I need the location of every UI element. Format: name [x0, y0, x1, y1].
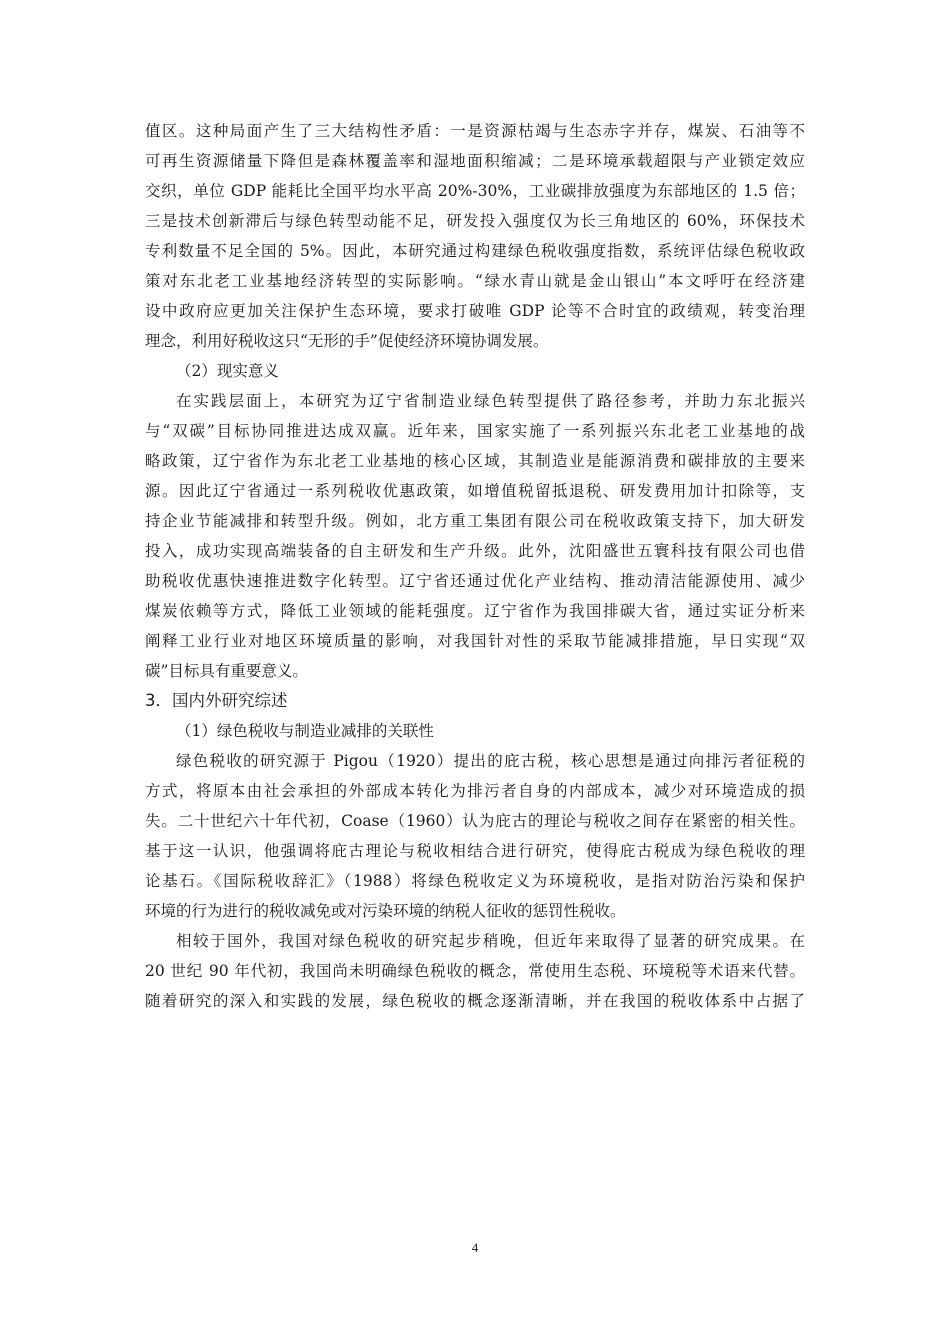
paragraph-line: 值区。这种局面产生了三大结构性矛盾：一是资源枯竭与生态赤字并存，煤炭、石油等不 — [145, 122, 805, 140]
paragraph-line: 方式，将原本由社会承担的外部成本转化为排污者自身的内部成本，减少对环境造成的损 — [145, 782, 805, 800]
paragraph-line: 略政策，辽宁省作为东北老工业基地的核心区域，其制造业是能源消费和碳排放的主要来 — [145, 452, 805, 470]
paragraph-line: 阐释工业行业对地区环境质量的影响，对我国针对性的采取节能减排措施，早日实现“双 — [145, 632, 805, 650]
paragraph-line: 源。因此辽宁省通过一系列税收优惠政策，如增值税留抵退税、研发费用加计扣除等，支 — [145, 482, 805, 500]
paragraph-line: 相较于国外，我国对绿色税收的研究起步稍晚，但近年来取得了显著的研究成果。在 — [176, 932, 805, 950]
paragraph-line: 策对东北老工业基地经济转型的实际影响。“绿水青山就是金山银山”本文呼吁在经济建 — [145, 272, 805, 290]
paragraph-line: 专利数量不足全国的 5%。因此，本研究通过构建绿色税收强度指数，系统评估绿色税收政 — [145, 242, 805, 260]
paragraph-line: 交织，单位 GDP 能耗比全国平均水平高 20%-30%，工业碳排放强度为东部地区的 1.5 倍； — [145, 182, 805, 200]
paragraph-line: 助税收优惠快速推进数字化转型。辽宁省还通过优化产业结构、推动清洁能源使用、减少 — [145, 572, 805, 590]
paragraph-line: 持企业节能减排和转型升级。例如，北方重工集团有限公司在税收政策支持下，加大研发 — [145, 512, 805, 530]
paragraph-line: 失。二十世纪六十年代初，Coase（1960）认为庇古的理论与税收之间存在紧密的相关性。 — [145, 812, 805, 830]
paragraph-line: 环境的行为进行的税收减免或对污染环境的纳税人征收的惩罚性税收。 — [145, 902, 626, 920]
paragraph-line: 理念，利用好税收这只“无形的手”促使经济环境协调发展。 — [145, 332, 549, 350]
page-number: 4 — [471, 1240, 479, 1255]
paragraph-line: 设中政府应更加关注保护生态环境，要求打破唯 GDP 论等不合时宜的政绩观，转变治理 — [145, 302, 805, 320]
paragraph-line: 绿色税收的研究源于 Pigou（1920）提出的庇古税，核心思想是通过向排污者征税的 — [176, 752, 805, 770]
paragraph-line: 随着研究的深入和实践的发展，绿色税收的概念逐渐清晰，并在我国的税收体系中占据了 — [145, 992, 805, 1010]
paragraph-line: 三是技术创新滞后与绿色转型动能不足，研发投入强度仅为长三角地区的 60%，环保技术 — [145, 212, 805, 230]
paragraph-line: 论基石。《国际税收辞汇》（1988）将绿色税收定义为环境税收，是指对防治污染和保护 — [145, 872, 805, 890]
paragraph-line: 与“双碳”目标协同推进达成双赢。近年来，国家实施了一系列振兴东北老工业基地的战 — [145, 422, 805, 440]
paragraph-line: 可再生资源储量下降但是森林覆盖率和湿地面积缩减；二是环境承载超限与产业锁定效应 — [145, 152, 805, 170]
paragraph-line: 在实践层面上，本研究为辽宁省制造业绿色转型提供了路径参考，并助力东北振兴 — [176, 392, 805, 410]
paragraph-line: 投入，成功实现高端装备的自主研发和生产升级。此外，沈阳盛世五寰科技有限公司也借 — [145, 542, 805, 560]
document-body — [145, 116, 805, 1016]
paragraph-line: 20 世纪 90 年代初，我国尚未明确绿色税收的概念，常使用生态税、环境税等术语来代替。 — [145, 962, 805, 980]
paragraph-line: 碳”目标具有重要意义。 — [145, 662, 308, 680]
subsection-heading: （2）现实意义 — [176, 362, 279, 380]
paragraph-line: 煤炭依赖等方式，降低工业领域的能耗强度。辽宁省作为我国排碳大省，通过实证分析来 — [145, 602, 805, 620]
subsection-heading: （1）绿色税收与制造业减排的关联性 — [176, 722, 434, 740]
paragraph-line: 基于这一认识，他强调将庇古理论与税收相结合进行研究，使得庇古税成为绿色税收的理 — [145, 842, 805, 860]
section-heading: 3．国内外研究综述 — [145, 691, 288, 710]
